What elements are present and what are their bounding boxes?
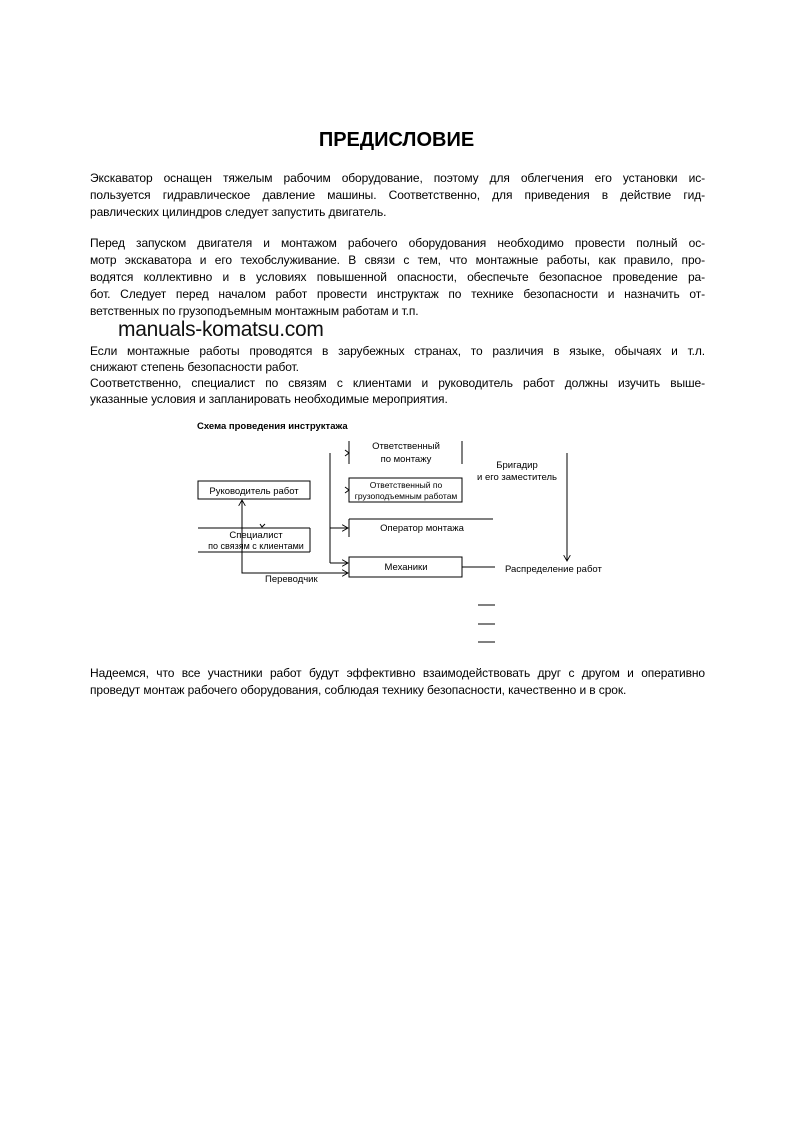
paragraph-3-line: Соответственно, специалист по связям с клиентами и руководитель работ должны изучить выше-: [90, 376, 705, 390]
arrow-to-responsible-assembly: [345, 450, 349, 456]
client-specialist-label: Специалист: [229, 530, 283, 541]
paragraph-3-line: Если монтажные работы проводятся в зарубежных странах, то различия в языке, обычаях и т.л.: [90, 344, 705, 358]
responsible-lifting-label: Ответственный по: [369, 480, 443, 490]
work-manager-label: Руководитель работ: [209, 486, 299, 497]
page-title: ПРЕДИСЛОВИЕ: [318, 129, 475, 151]
paragraph-2-line: бот. Следует перед началом работ провести инструктаж по технике безопасности и назначить от-: [90, 287, 705, 301]
client-specialist-label: по связям с клиентами: [208, 541, 304, 551]
translator-label: Переводчик: [265, 574, 318, 585]
work-distribution-label: Распределение работ: [505, 564, 602, 575]
arrow-to-responsible-lifting: [345, 487, 349, 493]
paragraph-2-line: водятся коллективно и в условиях повышенной опасности, обеспечьте безопасное проведение ра-: [90, 270, 705, 284]
watermark: manuals-komatsu.com: [118, 318, 324, 341]
paragraph-3-line: снижают степень безопасности работ.: [90, 360, 299, 374]
paragraph-1-line: Экскаватор оснащен тяжелым рабочим оборудование, поэтому для облегчения его установки ис-: [90, 171, 705, 185]
paragraph-2-line: мотр экскаватора и его техобслуживание. В связи с тем, что монтажные работы, как правило, про-: [90, 253, 705, 267]
paragraph-3-line: указанные условия и запланировать необходимые мероприятия.: [90, 392, 448, 406]
foreman-label: Бригадир: [496, 460, 538, 471]
assembly-operator-label: Оператор монтажа: [380, 523, 464, 534]
responsible-assembly-label: по монтажу: [380, 454, 432, 465]
mechanics-label: Механики: [384, 562, 428, 573]
responsible-assembly-label: Ответственный: [372, 441, 440, 452]
arrow-mark: [260, 524, 265, 527]
paragraph-4-line: проведут монтаж рабочего оборудования, соблюдая технику безопасности, качественно и в срок.: [90, 683, 627, 697]
paragraph-4-line: Надеемся, что все участники работ будут эффективно взаимодействовать друг с другом и оперативно: [90, 666, 705, 680]
diagram-title: Схема проведения инструктажа: [197, 421, 348, 432]
paragraph-2-line: ветственных по грузоподъемным монтажным работам и т.п.: [90, 304, 419, 318]
paragraph-1-line: равлических цилиндров следует запустить двигатель.: [90, 205, 387, 219]
paragraph-2-line: Перед запуском двигателя и монтажом рабочего оборудования необходимо провести полный ос-: [90, 236, 705, 250]
responsible-lifting-label: грузоподъемным работам: [354, 491, 458, 501]
foreman-label: и его заместитель: [477, 472, 557, 483]
paragraph-1-line: пользуется гидравлическое давление машины. Соответственно, для приведения в действие гид-: [90, 188, 705, 202]
